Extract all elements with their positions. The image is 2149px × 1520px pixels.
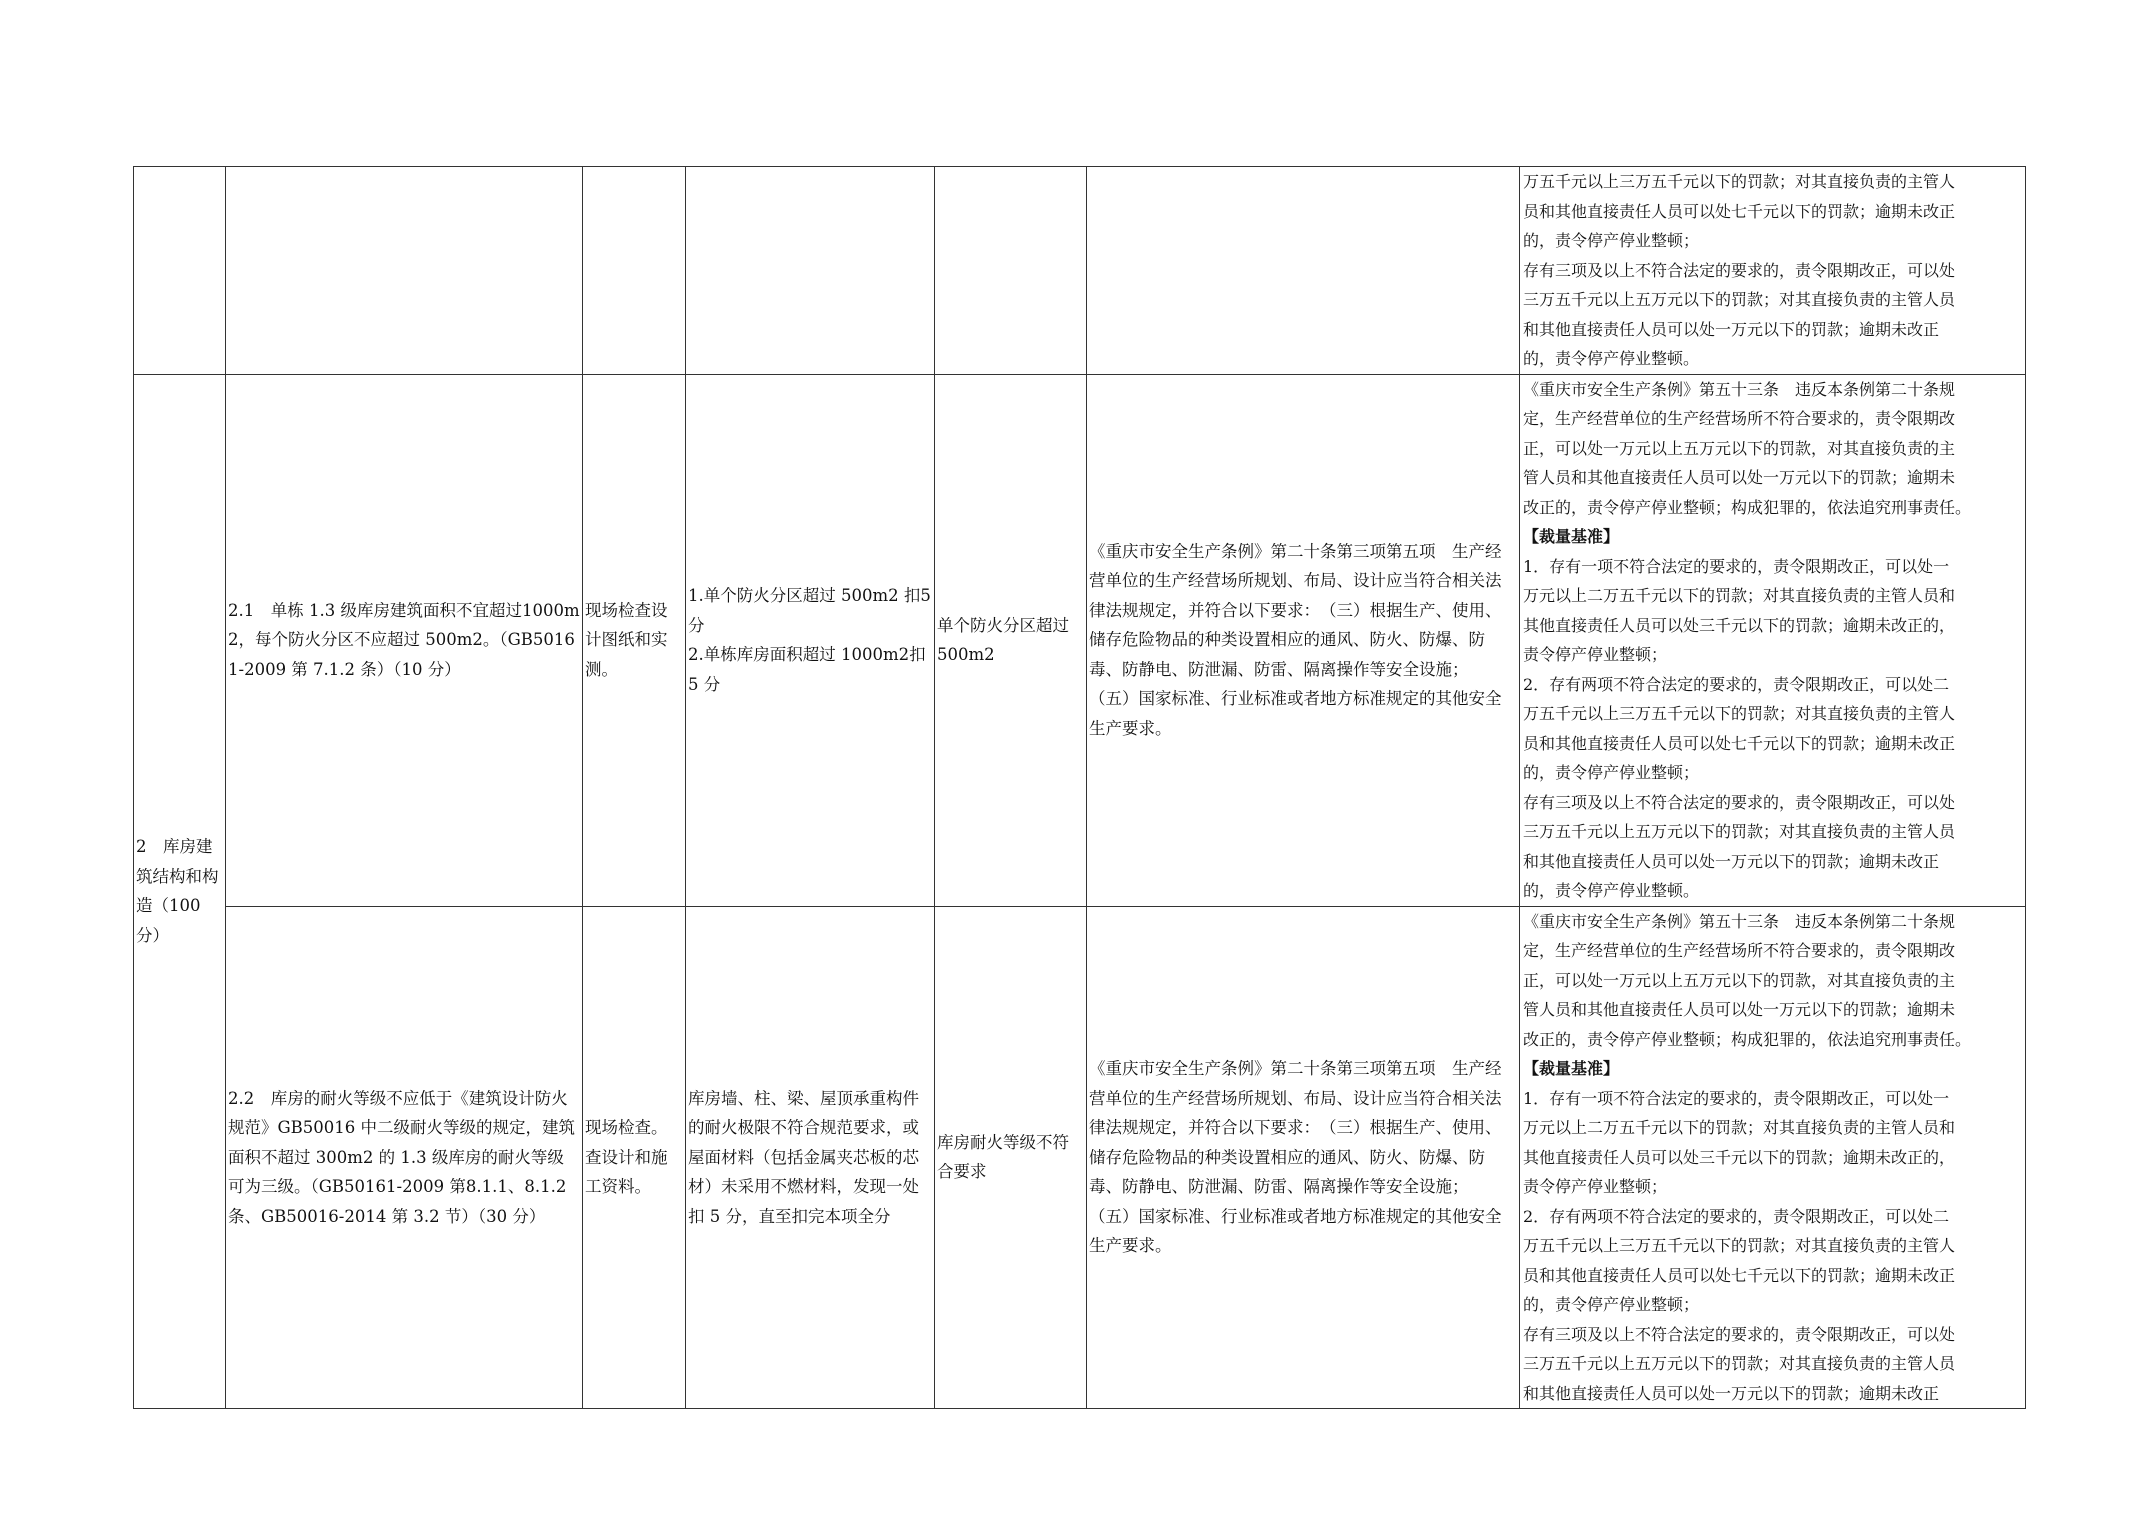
penalty-line: 【裁量基准】: [1523, 1059, 1620, 1078]
penalty-line: 三万五千元以上五万元以下的罚款；对其直接负责的主管人员: [1523, 290, 1956, 309]
deduction-cell: 1.单个防火分区超过 500m2 扣5 分 2.单栋库房面积超过 1000m2扣 5 分: [686, 374, 935, 906]
penalty-line: 1．存有一项不符合法定的要求的，责令限期改正，可以处一: [1523, 1088, 1950, 1108]
hazard-cell: 单个防火分区超过 500m2: [935, 374, 1087, 906]
penalty-cell: [1520, 167, 2026, 375]
table-row: [134, 906, 2026, 1409]
deduction-cell-empty: [686, 167, 935, 375]
penalty-line: 的，责令停产停业整顿。: [1523, 349, 1700, 368]
check-item-cell: 2.1 单栋 1.3 级库房建筑面积不宜超过1000m2，每个防火分区不应超过 500m2。（GB50161-2009 第 7.1.2 条）（10 分）: [226, 374, 583, 906]
penalty-line: 的，责令停产停业整顿。: [1523, 881, 1700, 900]
penalty-line: 改正的，责令停产停业整顿；构成犯罪的，依法追究刑事责任。: [1523, 497, 1972, 517]
penalty-line: 责令停产停业整顿；: [1523, 1177, 1668, 1196]
penalty-cell: [1520, 374, 2026, 906]
penalty-line: 存有三项及以上不符合法定的要求的，责令限期改正，可以处: [1523, 1324, 1956, 1344]
penalty-line: 和其他直接责任人员可以处一万元以下的罚款；逾期未改正: [1523, 1383, 1940, 1403]
penalty-line: 正，可以处一万元以上五万元以下的罚款，对其直接负责的主: [1523, 970, 1956, 990]
check-method-cell: 现场检查设计图纸和实测。: [583, 374, 686, 906]
penalty-line: 定，生产经营单位的生产经营场所不符合要求的，责令限期改: [1523, 409, 1956, 428]
inspection-table: [133, 166, 2026, 1409]
penalty-line: 正，可以处一万元以上五万元以下的罚款，对其直接负责的主: [1523, 438, 1956, 458]
item-cell-empty: [226, 167, 583, 375]
penalty-line: 员和其他直接责任人员可以处七千元以下的罚款；逾期未改正: [1523, 201, 1956, 221]
deduction-cell: 库房墙、柱、梁、屋顶承重构件的耐火极限不符合规范要求，或屋面材料（包括金属夹芯板的芯材）未采用不燃材料，发现一处扣 5 分，直至扣完本项全分: [686, 906, 935, 1409]
penalty-line: 和其他直接责任人员可以处一万元以下的罚款；逾期未改正: [1523, 319, 1940, 339]
table-row: [134, 167, 2026, 375]
category-cell-empty: [134, 167, 226, 375]
penalty-line: 万五千元以上三万五千元以下的罚款；对其直接负责的主管人: [1523, 704, 1956, 723]
penalty-line: 员和其他直接责任人员可以处七千元以下的罚款；逾期未改正: [1523, 1265, 1956, 1285]
penalty-line: 万五千元以上三万五千元以下的罚款；对其直接负责的主管人: [1523, 172, 1956, 191]
table-row: [134, 374, 2026, 906]
penalty-cell: [1520, 906, 2026, 1409]
penalty-line: 管人员和其他直接责任人员可以处一万元以下的罚款；逾期未: [1523, 468, 1956, 487]
penalty-line: 的，责令停产停业整顿；: [1523, 763, 1700, 782]
penalty-line: 三万五千元以上五万元以下的罚款；对其直接负责的主管人员: [1523, 822, 1956, 841]
penalty-line: 万元以上二万五千元以下的罚款；对其直接负责的主管人员和: [1523, 1118, 1956, 1137]
hazard-cell-empty: [935, 167, 1087, 375]
legal-basis-cell: 《重庆市安全生产条例》第二十条第三项第五项 生产经营单位的生产经营场所规划、布局、设计应当符合相关法律法规规定，并符合以下要求： （三）根据生产、使用、储存危险物品的种类设置相应的通风、防火、防爆、防毒、防静电、防泄漏、防雷、隔离操作等安全设施； （五）国家标准、行业标准或者地方标准规定的其他安全生产要求。: [1087, 374, 1520, 906]
penalty-line: 存有三项及以上不符合法定的要求的，责令限期改正，可以处: [1523, 260, 1956, 280]
penalty-line: 万元以上二万五千元以下的罚款；对其直接负责的主管人员和: [1523, 586, 1956, 605]
penalty-line: 的，责令停产停业整顿；: [1523, 231, 1700, 250]
category-cell: 2 库房建筑结构和构造（100分）: [134, 374, 226, 1409]
penalty-line: 《重庆市安全生产条例》第五十三条 违反本条例第二十条规: [1523, 911, 1956, 931]
penalty-line: 的，责令停产停业整顿；: [1523, 1295, 1700, 1314]
basis-cell-empty: [1087, 167, 1520, 375]
penalty-line: 和其他直接责任人员可以处一万元以下的罚款；逾期未改正: [1523, 851, 1940, 871]
penalty-line: 三万五千元以上五万元以下的罚款；对其直接负责的主管人员: [1523, 1354, 1956, 1373]
penalty-line: 存有三项及以上不符合法定的要求的，责令限期改正，可以处: [1523, 792, 1956, 812]
penalty-line: 【裁量基准】: [1523, 527, 1620, 546]
check-method-cell: 现场检查。查设计和施工资料。: [583, 906, 686, 1409]
check-item-cell: 2.2 库房的耐火等级不应低于《建筑设计防火规范》GB50016 中二级耐火等级的规定，建筑面积不超过 300m2 的 1.3 级库房的耐火等级可为三级。（GB50161-2009 第8.1.1、8.1.2 条、GB50016-2014 第 3.2 节）（30 分）: [226, 906, 583, 1409]
legal-basis-cell: 《重庆市安全生产条例》第二十条第三项第五项 生产经营单位的生产经营场所规划、布局、设计应当符合相关法律法规规定，并符合以下要求： （三）根据生产、使用、储存危险物品的种类设置相应的通风、防火、防爆、防毒、防静电、防泄漏、防雷、隔离操作等安全设施； （五）国家标准、行业标准或者地方标准规定的其他安全生产要求。: [1087, 906, 1520, 1409]
penalty-line: 管人员和其他直接责任人员可以处一万元以下的罚款；逾期未: [1523, 1000, 1956, 1019]
penalty-line: 万五千元以上三万五千元以下的罚款；对其直接负责的主管人: [1523, 1236, 1956, 1255]
penalty-line: 1．存有一项不符合法定的要求的，责令限期改正，可以处一: [1523, 556, 1950, 576]
hazard-cell: 库房耐火等级不符合要求: [935, 906, 1087, 1409]
penalty-line: 责令停产停业整顿；: [1523, 645, 1668, 664]
penalty-line: 2．存有两项不符合法定的要求的，责令限期改正，可以处二: [1523, 674, 1950, 694]
penalty-line: 定，生产经营单位的生产经营场所不符合要求的，责令限期改: [1523, 941, 1956, 960]
penalty-line: 改正的，责令停产停业整顿；构成犯罪的，依法追究刑事责任。: [1523, 1029, 1972, 1049]
penalty-line: 《重庆市安全生产条例》第五十三条 违反本条例第二十条规: [1523, 379, 1956, 399]
method-cell-empty: [583, 167, 686, 375]
penalty-line: 员和其他直接责任人员可以处七千元以下的罚款；逾期未改正: [1523, 733, 1956, 753]
penalty-line: 其他直接责任人员可以处三千元以下的罚款；逾期未改正的，: [1523, 1147, 1956, 1167]
penalty-line: 其他直接责任人员可以处三千元以下的罚款；逾期未改正的，: [1523, 615, 1956, 635]
penalty-line: 2．存有两项不符合法定的要求的，责令限期改正，可以处二: [1523, 1206, 1950, 1226]
